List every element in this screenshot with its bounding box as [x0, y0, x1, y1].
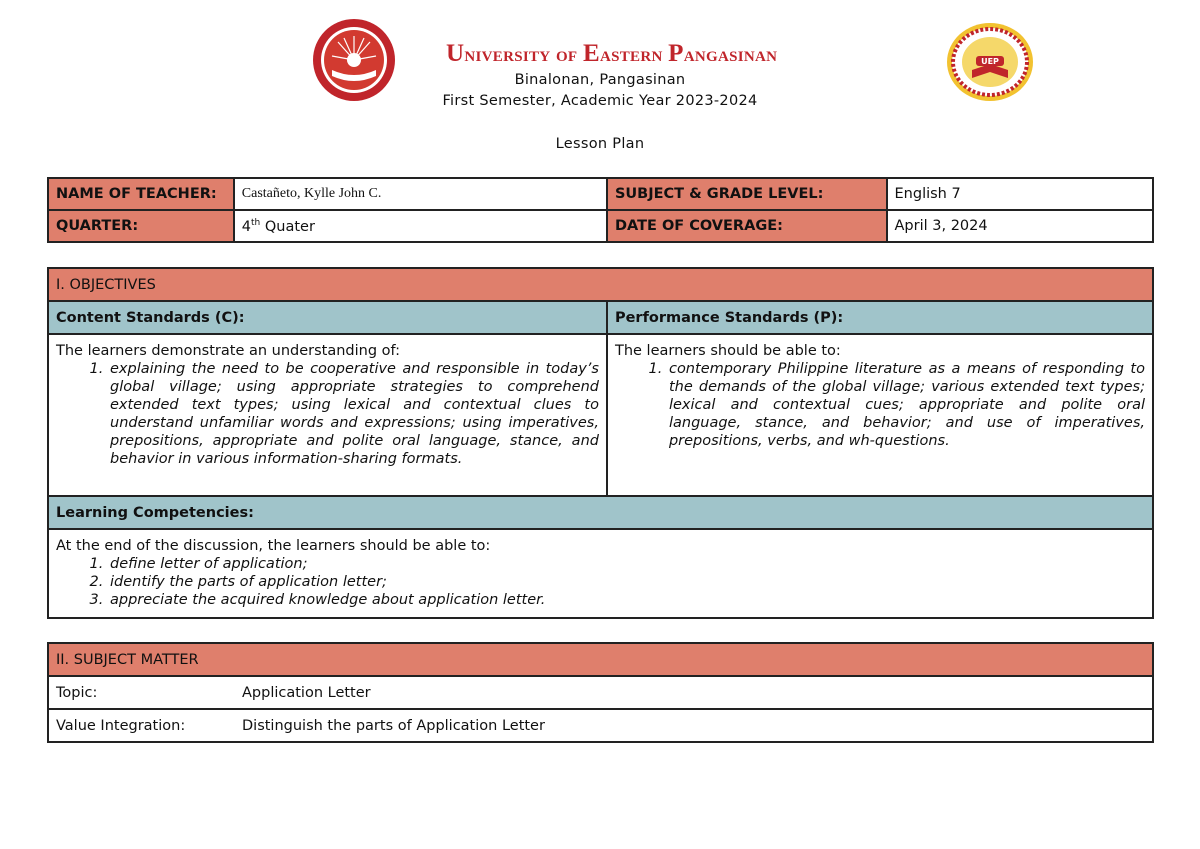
learning-competencies-label: Learning Competencies:: [48, 496, 1153, 529]
teacher-info-table: [47, 177, 1154, 243]
table-row: [48, 709, 1153, 742]
college-of-teacher-education-seal-icon: [946, 22, 1034, 102]
table-row: [48, 210, 1153, 242]
value-integration-label: Value Integration:: [56, 717, 186, 734]
content-standards-cell: [48, 334, 607, 496]
list-item: 1. explaining the need to be cooperative and responsible in today’s global village; using appropriate strategies to comprehend extended text types; using lexical and contextual clues to understand unfamiliar words and expressions; using imperatives, prepositions, appropriate and polite oral language, stance, and behavior in various information-sharing formats.: [108, 360, 599, 468]
quarter-label: QUARTER:: [48, 210, 234, 242]
subject-matter-table: [47, 642, 1154, 743]
teacher-value: Castañeto, Kylle John C.: [234, 178, 607, 210]
topic-value: Application Letter: [242, 684, 371, 701]
list-item: 1. define letter of application;: [108, 555, 1145, 573]
competencies-list: [56, 555, 1145, 609]
objectives-table: [47, 267, 1154, 619]
list-item: 2. identify the parts of application letter;: [108, 573, 1145, 591]
date-value: April 3, 2024: [887, 210, 1153, 242]
semester-line: First Semester, Academic Year 2023-2024: [442, 93, 758, 109]
document-title: Lesson Plan: [555, 136, 645, 152]
university-location: Binalonan, Pangasinan: [514, 72, 686, 88]
subject-value: English 7: [887, 178, 1153, 210]
table-row: [48, 676, 1153, 709]
value-integration-value: Distinguish the parts of Application Letter: [242, 717, 545, 734]
objectives-header: I. OBJECTIVES: [48, 268, 1153, 301]
list-item: 1. contemporary Philippine literature as a means of responding to the demands of the global village; various extended text types; lexical and contextual cues; appropriate and polite oral language, stance, and behavior; and use of imperatives, prepositions, verbs, and wh-questions.: [667, 360, 1145, 450]
table-row: [48, 178, 1153, 210]
university-name: University of Eastern Pangasinan: [446, 40, 778, 67]
teacher-label: NAME OF TEACHER:: [48, 178, 234, 210]
university-seal-icon: [312, 18, 396, 102]
content-standards-list: [56, 360, 599, 468]
competencies-intro: At the end of the discussion, the learners should be able to:: [56, 538, 491, 554]
performance-standards-list: [615, 360, 1145, 450]
topic-label: Topic:: [56, 684, 98, 701]
learning-competencies-cell: [48, 529, 1153, 618]
date-label: DATE OF COVERAGE:: [607, 210, 887, 242]
quarter-value: 4th Quater: [234, 210, 607, 242]
performance-standards-intro: The learners should be able to:: [614, 343, 841, 359]
subject-label: SUBJECT & GRADE LEVEL:: [607, 178, 887, 210]
performance-standards-cell: [607, 334, 1153, 496]
seal-text: UEP: [981, 57, 999, 66]
subject-matter-header: II. SUBJECT MATTER: [48, 643, 1153, 676]
performance-standards-label: Performance Standards (P):: [607, 301, 1153, 334]
list-item: 3. appreciate the acquired knowledge about application letter.: [108, 591, 1145, 609]
content-standards-intro: The learners demonstrate an understanding of:: [56, 343, 401, 359]
content-standards-label: Content Standards (C):: [48, 301, 607, 334]
